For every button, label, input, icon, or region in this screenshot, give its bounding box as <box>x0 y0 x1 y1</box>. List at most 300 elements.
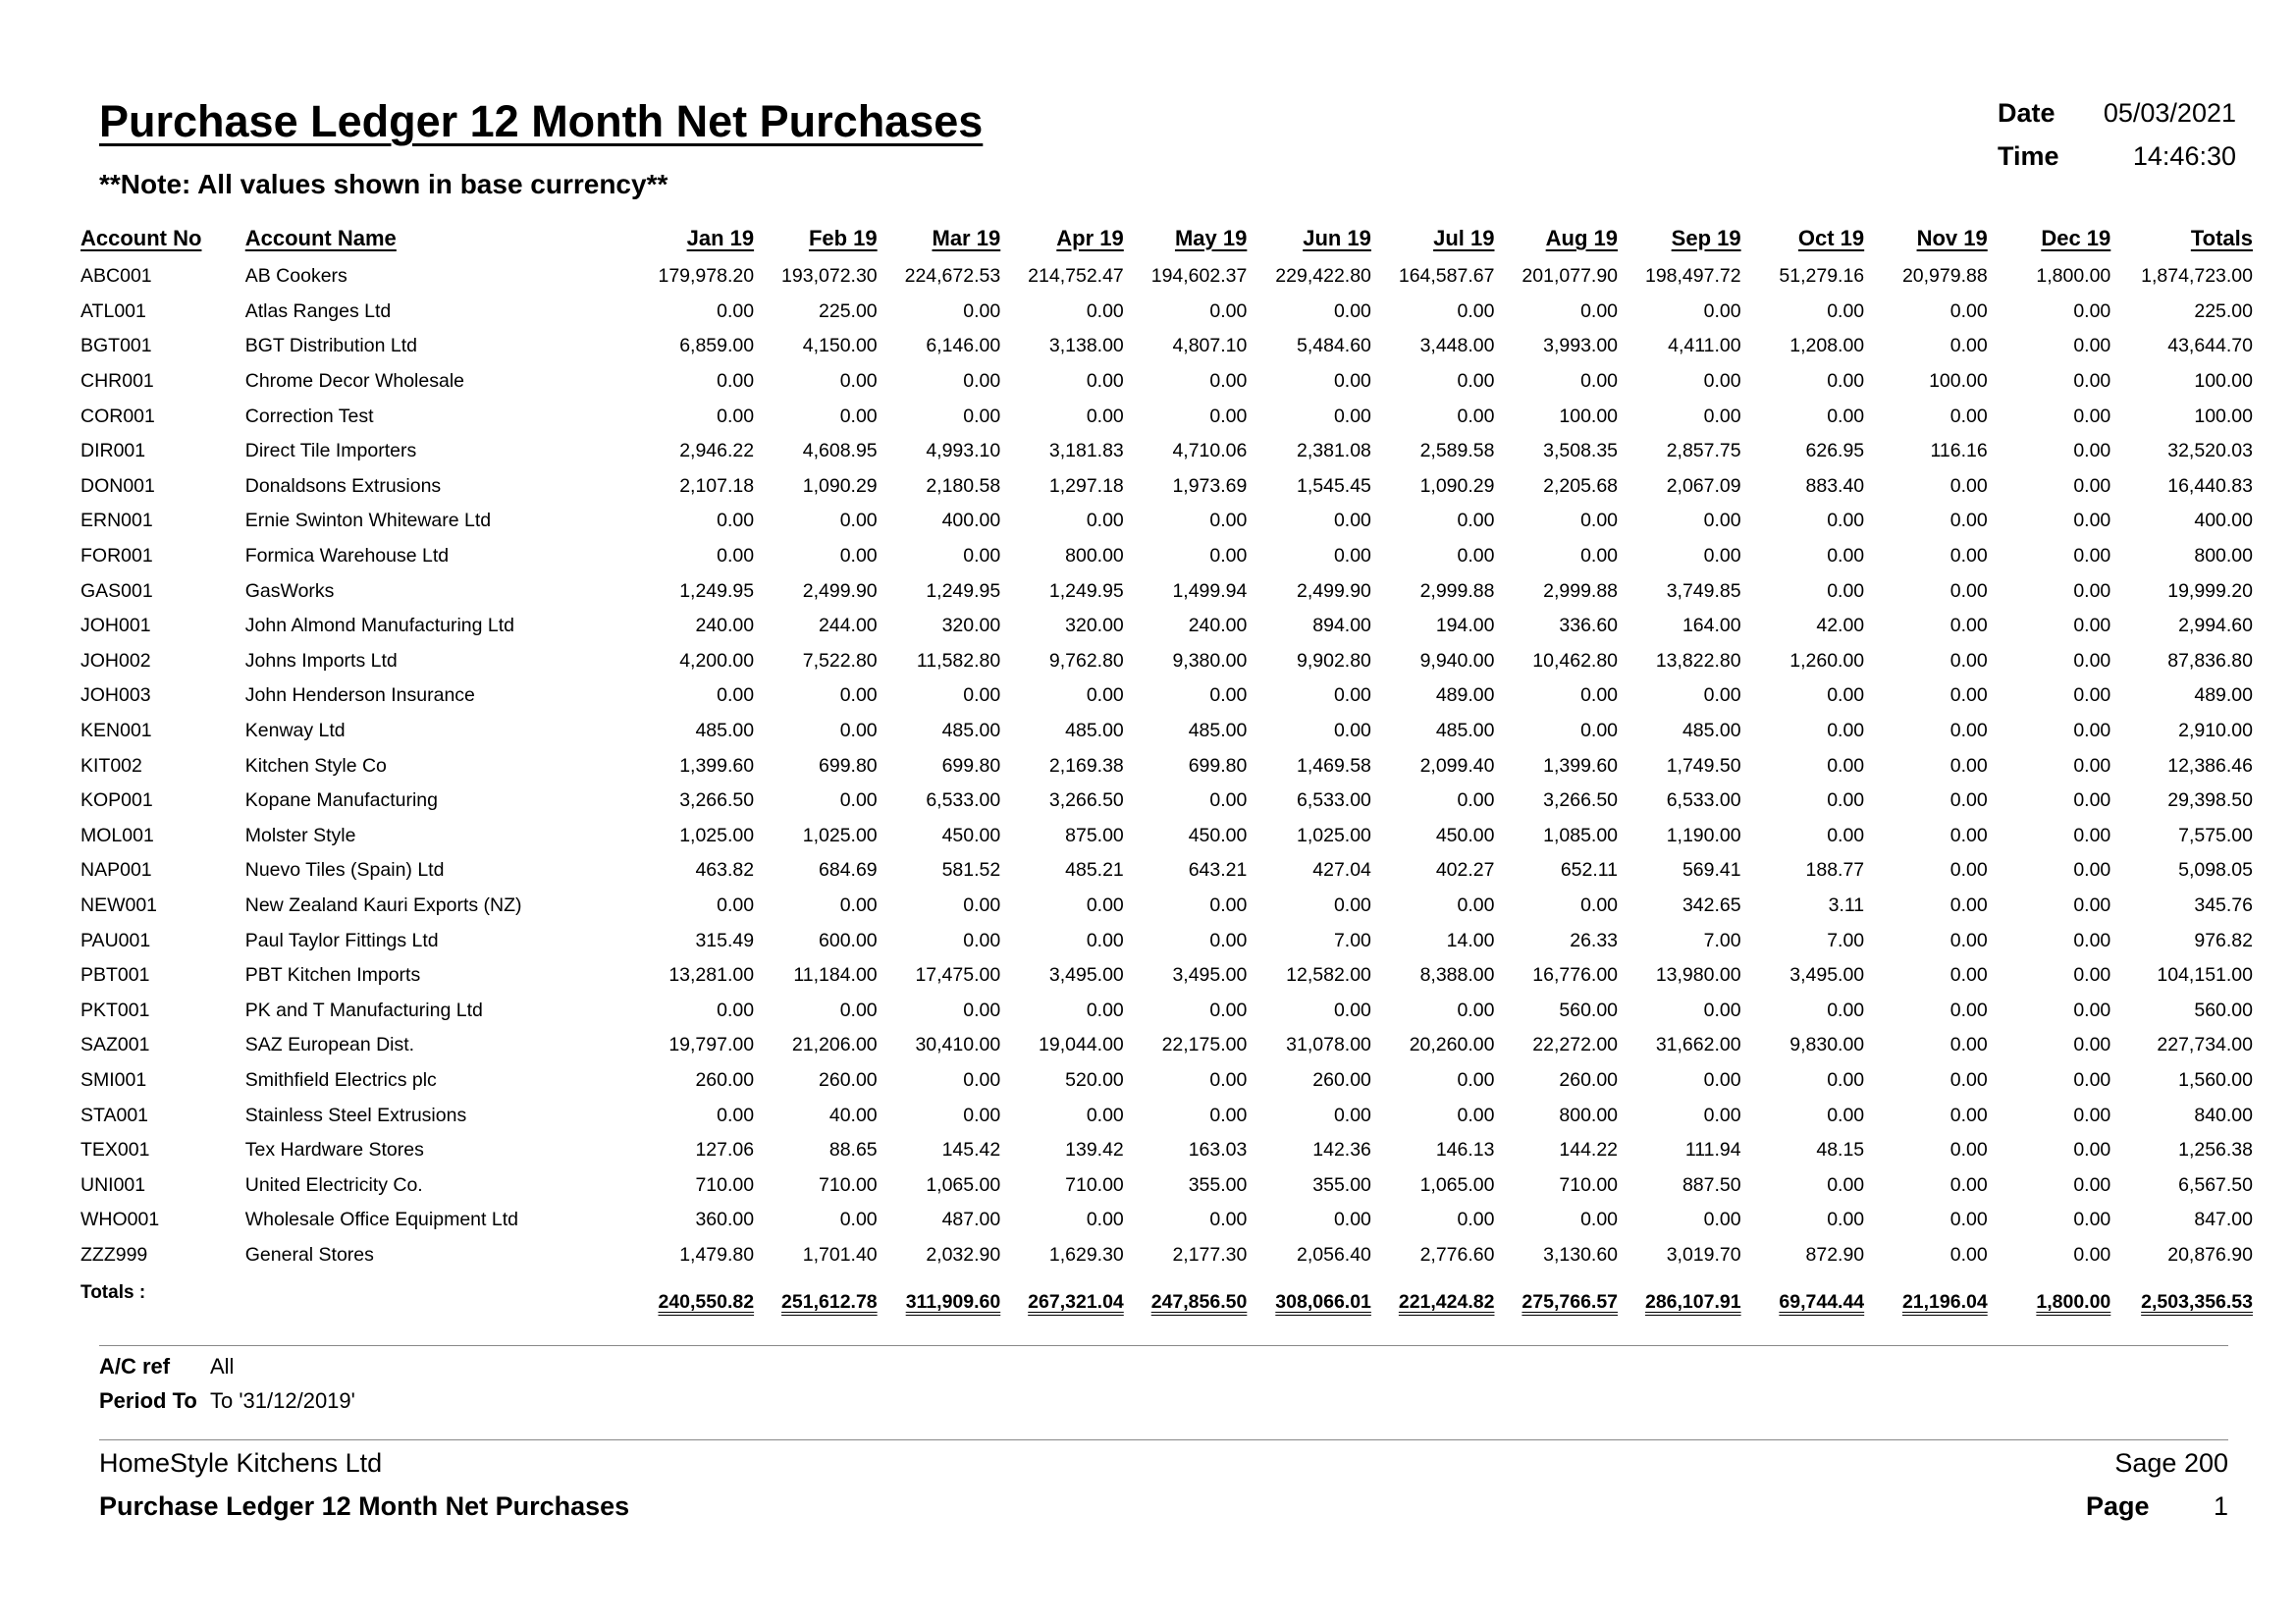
month-value-cell: 0.00 <box>1949 1209 1988 1231</box>
month-value-cell: 0.00 <box>1086 893 1124 916</box>
month-value-cell: 260.00 <box>1312 1068 1371 1091</box>
row-total-cell: 560.00 <box>2194 999 2253 1021</box>
month-value-cell: 355.00 <box>1188 1173 1248 1196</box>
column-total-value: 286,107.91 <box>1644 1290 1741 1313</box>
month-value-cell: 0.00 <box>2073 1104 2111 1126</box>
month-value-cell: 13,822.80 <box>1655 649 1741 672</box>
table-row <box>77 504 2257 539</box>
account-name-cell: Nuevo Tiles (Spain) Ltd <box>244 859 445 882</box>
month-value-cell: 710.00 <box>1065 1173 1124 1196</box>
month-value-cell: 0.00 <box>2073 929 2111 951</box>
month-value-cell: 12,582.00 <box>1286 964 1371 987</box>
month-value-cell: 1,629.30 <box>1048 1243 1124 1266</box>
month-value-cell: 3.11 <box>1828 893 1865 916</box>
month-value-cell: 2,032.90 <box>926 1243 1001 1266</box>
month-value-cell: 0.00 <box>2073 440 2111 462</box>
month-value-cell: 2,107.18 <box>679 474 755 497</box>
month-value-cell: 0.00 <box>839 1209 878 1231</box>
month-value-cell: 0.00 <box>1827 720 1865 742</box>
month-value-cell: 0.00 <box>1209 299 1248 322</box>
row-total-cell: 32,520.03 <box>2167 440 2253 462</box>
ac-ref-label: A/C ref <box>99 1354 171 1379</box>
month-value-cell: 6,533.00 <box>926 789 1001 812</box>
month-value-cell: 0.00 <box>1333 684 1371 707</box>
account-no-cell: DON001 <box>80 474 155 497</box>
month-value-cell: 0.00 <box>1949 684 1988 707</box>
month-value-cell: 0.00 <box>1209 1209 1248 1231</box>
month-value-cell: 0.00 <box>1827 545 1865 568</box>
month-value-cell: 0.00 <box>717 545 755 568</box>
row-total-cell: 345.76 <box>2194 893 2253 916</box>
month-value-cell: 7.00 <box>1827 929 1865 951</box>
month-value-cell: 1,249.95 <box>926 579 1001 602</box>
month-value-cell: 2,099.40 <box>1419 754 1495 777</box>
month-value-cell: 0.00 <box>1949 1139 1988 1162</box>
account-no-cell: ERN001 <box>80 510 153 532</box>
month-value-cell: 0.00 <box>1949 929 1988 951</box>
month-value-cell: 0.00 <box>1949 824 1988 846</box>
month-value-cell: 194.00 <box>1435 615 1495 637</box>
month-value-cell: 3,993.00 <box>1543 335 1619 357</box>
month-value-cell: 0.00 <box>1086 1104 1124 1126</box>
month-value-cell: 485.00 <box>695 720 755 742</box>
month-value-cell: 7.00 <box>1333 929 1371 951</box>
month-value-cell: 0.00 <box>963 370 1001 393</box>
month-value-cell: 10,462.80 <box>1532 649 1619 672</box>
month-value-cell: 0.00 <box>1703 299 1741 322</box>
column-header: Account Name <box>244 226 397 250</box>
month-value-cell: 4,710.06 <box>1172 440 1248 462</box>
column-total-cell <box>1498 1272 1622 1331</box>
month-value-cell: 0.00 <box>1827 1104 1865 1126</box>
month-value-cell: 142.36 <box>1312 1139 1371 1162</box>
month-value-cell: 0.00 <box>839 370 878 393</box>
month-value-cell: 0.00 <box>2073 859 2111 882</box>
month-value-cell: 0.00 <box>963 684 1001 707</box>
column-total-value: 2,503,356.53 <box>2141 1290 2253 1313</box>
account-no-cell: SAZ001 <box>80 1034 150 1056</box>
month-value-cell: 179,978.20 <box>658 265 755 288</box>
month-value-cell: 0.00 <box>2073 1068 2111 1091</box>
account-no-cell: ATL001 <box>80 299 146 322</box>
table-row <box>77 539 2257 574</box>
account-name-cell: John Henderson Insurance <box>244 684 475 707</box>
row-total-cell: 16,440.83 <box>2167 474 2253 497</box>
divider-top <box>99 1345 2228 1346</box>
month-value-cell: 0.00 <box>717 370 755 393</box>
month-value-cell: 0.00 <box>1457 299 1495 322</box>
month-value-cell: 450.00 <box>941 824 1001 846</box>
time-value: 14:46:30 <box>2132 141 2236 171</box>
month-value-cell: 1,749.50 <box>1666 754 1741 777</box>
column-total-cell <box>1375 1272 1499 1331</box>
month-value-cell: 3,138.00 <box>1048 335 1124 357</box>
month-value-cell: 0.00 <box>1949 510 1988 532</box>
account-no-cell: NEW001 <box>80 893 158 916</box>
totals-spacer <box>241 1272 636 1331</box>
month-value-cell: 1,545.45 <box>1297 474 1371 497</box>
month-value-cell: 0.00 <box>839 720 878 742</box>
month-value-cell: 0.00 <box>1949 615 1988 637</box>
month-value-cell: 100.00 <box>1929 370 1988 393</box>
column-total-cell <box>1622 1272 1745 1331</box>
month-value-cell: 427.04 <box>1312 859 1371 882</box>
month-value-cell: 0.00 <box>717 510 755 532</box>
month-value-cell: 1,399.60 <box>1543 754 1619 777</box>
month-value-cell: 4,608.95 <box>802 440 878 462</box>
month-value-cell: 0.00 <box>1949 579 1988 602</box>
month-value-cell: 487.00 <box>941 1209 1001 1231</box>
date-value: 05/03/2021 <box>2103 98 2236 128</box>
account-name-cell: AB Cookers <box>244 265 347 288</box>
month-value-cell: 3,266.50 <box>1543 789 1619 812</box>
column-header: Feb 19 <box>808 226 878 250</box>
month-value-cell: 0.00 <box>717 999 755 1021</box>
month-value-cell: 402.27 <box>1435 859 1495 882</box>
table-row <box>77 434 2257 469</box>
month-value-cell: 0.00 <box>963 1104 1001 1126</box>
column-total-value: 267,321.04 <box>1028 1290 1124 1313</box>
month-value-cell: 0.00 <box>1209 510 1248 532</box>
month-value-cell: 3,508.35 <box>1543 440 1619 462</box>
table-row <box>77 889 2257 924</box>
month-value-cell: 0.00 <box>1457 999 1495 1021</box>
month-value-cell: 3,019.70 <box>1666 1243 1741 1266</box>
month-value-cell: 0.00 <box>1580 684 1619 707</box>
month-value-cell: 0.00 <box>1457 370 1495 393</box>
month-value-cell: 0.00 <box>2073 1243 2111 1266</box>
table-row <box>77 1028 2257 1063</box>
month-value-cell: 2,776.60 <box>1419 1243 1495 1266</box>
month-value-cell: 2,056.40 <box>1297 1243 1371 1266</box>
month-value-cell: 16,776.00 <box>1532 964 1619 987</box>
month-value-cell: 224,672.53 <box>904 265 1001 288</box>
month-value-cell: 0.00 <box>2073 964 2111 987</box>
month-value-cell: 0.00 <box>1086 684 1124 707</box>
account-name-cell: Tex Hardware Stores <box>244 1139 424 1162</box>
month-value-cell: 0.00 <box>2073 510 2111 532</box>
month-value-cell: 214,752.47 <box>1028 265 1124 288</box>
month-value-cell: 0.00 <box>2073 1139 2111 1162</box>
month-value-cell: 0.00 <box>1580 299 1619 322</box>
account-name-cell: PK and T Manufacturing Ltd <box>244 999 483 1021</box>
month-value-cell: 6,533.00 <box>1666 789 1741 812</box>
month-value-cell: 9,902.80 <box>1297 649 1371 672</box>
row-total-cell: 100.00 <box>2194 405 2253 427</box>
table-row <box>77 399 2257 434</box>
account-no-cell: KOP001 <box>80 789 153 812</box>
account-no-cell: TEX001 <box>80 1139 150 1162</box>
month-value-cell: 0.00 <box>2073 1034 2111 1056</box>
month-value-cell: 21,206.00 <box>791 1034 878 1056</box>
month-value-cell: 3,495.00 <box>1789 964 1865 987</box>
month-value-cell: 2,589.58 <box>1419 440 1495 462</box>
month-value-cell: 6,859.00 <box>679 335 755 357</box>
month-value-cell: 0.00 <box>1457 510 1495 532</box>
month-value-cell: 883.40 <box>1805 474 1865 497</box>
month-value-cell: 1,190.00 <box>1666 824 1741 846</box>
month-value-cell: 244.00 <box>819 615 878 637</box>
month-value-cell: 1,260.00 <box>1789 649 1865 672</box>
month-value-cell: 0.00 <box>1703 370 1741 393</box>
month-value-cell: 0.00 <box>1580 370 1619 393</box>
month-value-cell: 1,800.00 <box>2036 265 2111 288</box>
month-value-cell: 0.00 <box>2073 615 2111 637</box>
month-value-cell: 0.00 <box>963 299 1001 322</box>
month-value-cell: 7,522.80 <box>802 649 878 672</box>
month-value-cell: 40.00 <box>828 1104 878 1126</box>
month-value-cell: 699.80 <box>819 754 878 777</box>
month-value-cell: 3,130.60 <box>1543 1243 1619 1266</box>
account-no-cell: PAU001 <box>80 929 151 951</box>
column-total-value: 69,744.44 <box>1779 1290 1865 1313</box>
month-value-cell: 0.00 <box>1209 929 1248 951</box>
month-value-cell: 2,946.22 <box>679 440 755 462</box>
month-value-cell: 4,200.00 <box>679 649 755 672</box>
month-value-cell: 626.95 <box>1805 440 1865 462</box>
month-value-cell: 127.06 <box>695 1139 755 1162</box>
month-value-cell: 0.00 <box>2073 720 2111 742</box>
month-value-cell: 0.00 <box>1333 720 1371 742</box>
month-value-cell: 240.00 <box>1188 615 1248 637</box>
account-name-cell: Chrome Decor Wholesale <box>244 370 465 393</box>
month-value-cell: 0.00 <box>2073 789 2111 812</box>
account-name-cell: Atlas Ranges Ltd <box>244 299 392 322</box>
row-total-cell: 1,874,723.00 <box>2141 265 2253 288</box>
month-value-cell: 0.00 <box>1333 510 1371 532</box>
account-name-cell: Johns Imports Ltd <box>244 649 398 672</box>
table-row <box>77 573 2257 609</box>
month-value-cell: 17,475.00 <box>915 964 1001 987</box>
month-value-cell: 643.21 <box>1188 859 1248 882</box>
month-value-cell: 0.00 <box>1827 684 1865 707</box>
month-value-cell: 0.00 <box>1580 893 1619 916</box>
month-value-cell: 800.00 <box>1065 545 1124 568</box>
month-value-cell: 0.00 <box>1949 405 1988 427</box>
month-value-cell: 0.00 <box>1580 720 1619 742</box>
month-value-cell: 0.00 <box>2073 824 2111 846</box>
column-total-cell <box>636 1272 759 1331</box>
month-value-cell: 0.00 <box>963 545 1001 568</box>
table-row <box>77 609 2257 644</box>
month-value-cell: 4,411.00 <box>1668 335 1741 357</box>
month-value-cell: 229,422.80 <box>1275 265 1371 288</box>
month-value-cell: 560.00 <box>1559 999 1619 1021</box>
month-value-cell: 260.00 <box>1559 1068 1619 1091</box>
page-number: 1 <box>2213 1491 2228 1521</box>
month-value-cell: 0.00 <box>1949 474 1988 497</box>
month-value-cell: 0.00 <box>2073 754 2111 777</box>
account-name-cell: Donaldsons Extrusions <box>244 474 442 497</box>
month-value-cell: 0.00 <box>1949 893 1988 916</box>
month-value-cell: 0.00 <box>1086 1209 1124 1231</box>
account-no-cell: KIT002 <box>80 754 142 777</box>
month-value-cell: 1,297.18 <box>1048 474 1124 497</box>
month-value-cell: 0.00 <box>1457 1104 1495 1126</box>
month-value-cell: 1,479.80 <box>679 1243 755 1266</box>
account-name-cell: Formica Warehouse Ltd <box>244 545 450 568</box>
month-value-cell: 0.00 <box>1457 1068 1495 1091</box>
divider-bottom <box>99 1439 2228 1440</box>
month-value-cell: 0.00 <box>839 405 878 427</box>
month-value-cell: 0.00 <box>963 1068 1001 1091</box>
row-total-cell: 1,560.00 <box>2178 1068 2253 1091</box>
month-value-cell: 4,807.10 <box>1172 335 1248 357</box>
column-total-cell <box>1251 1272 1375 1331</box>
account-no-cell: ABC001 <box>80 265 152 288</box>
row-total-cell: 2,994.60 <box>2178 615 2253 637</box>
month-value-cell: 894.00 <box>1312 615 1371 637</box>
month-value-cell: 872.90 <box>1805 1243 1865 1266</box>
account-name-cell: Paul Taylor Fittings Ltd <box>244 929 439 951</box>
month-value-cell: 489.00 <box>1435 684 1495 707</box>
totals-row <box>77 1272 2257 1331</box>
month-value-cell: 0.00 <box>1333 1104 1371 1126</box>
month-value-cell: 360.00 <box>695 1209 755 1231</box>
month-value-cell: 0.00 <box>2073 1173 2111 1196</box>
month-value-cell: 2,205.68 <box>1543 474 1619 497</box>
month-value-cell: 0.00 <box>1333 299 1371 322</box>
month-value-cell: 0.00 <box>1949 335 1988 357</box>
column-header: Apr 19 <box>1056 226 1124 250</box>
month-value-cell: 0.00 <box>1580 1209 1619 1231</box>
month-value-cell: 9,940.00 <box>1419 649 1495 672</box>
month-value-cell: 320.00 <box>941 615 1001 637</box>
month-value-cell: 0.00 <box>2073 545 2111 568</box>
month-value-cell: 0.00 <box>1949 999 1988 1021</box>
column-total-cell <box>881 1272 1005 1331</box>
column-total-cell <box>1004 1272 1128 1331</box>
row-total-cell: 800.00 <box>2194 545 2253 568</box>
row-total-cell: 400.00 <box>2194 510 2253 532</box>
month-value-cell: 320.00 <box>1065 615 1124 637</box>
month-value-cell: 0.00 <box>2073 474 2111 497</box>
month-value-cell: 336.60 <box>1559 615 1619 637</box>
month-value-cell: 0.00 <box>1209 370 1248 393</box>
month-value-cell: 2,169.38 <box>1048 754 1124 777</box>
month-value-cell: 7.00 <box>1703 929 1741 951</box>
row-total-cell: 104,151.00 <box>2157 964 2253 987</box>
month-value-cell: 710.00 <box>695 1173 755 1196</box>
account-name-cell: Molster Style <box>244 824 356 846</box>
row-total-cell: 840.00 <box>2194 1104 2253 1126</box>
month-value-cell: 6,533.00 <box>1297 789 1371 812</box>
month-value-cell: 569.41 <box>1682 859 1741 882</box>
month-value-cell: 0.00 <box>1949 1104 1988 1126</box>
column-total-cell <box>1868 1272 1992 1331</box>
month-value-cell: 1,090.29 <box>802 474 878 497</box>
date-label: Date <box>1998 98 2056 128</box>
month-value-cell: 0.00 <box>1580 545 1619 568</box>
month-value-cell: 0.00 <box>1580 510 1619 532</box>
row-total-cell: 7,575.00 <box>2178 824 2253 846</box>
month-value-cell: 1,399.60 <box>679 754 755 777</box>
month-value-cell: 0.00 <box>1703 1104 1741 1126</box>
column-total-cell <box>758 1272 881 1331</box>
table-row <box>77 1063 2257 1099</box>
table-row <box>77 819 2257 854</box>
table-row <box>77 853 2257 889</box>
column-total-value: 308,066.01 <box>1275 1290 1371 1313</box>
month-value-cell: 3,266.50 <box>679 789 755 812</box>
month-value-cell: 887.50 <box>1682 1173 1741 1196</box>
month-value-cell: 188.77 <box>1805 859 1865 882</box>
month-value-cell: 0.00 <box>717 684 755 707</box>
month-value-cell: 4,993.10 <box>926 440 1001 462</box>
report-title: Purchase Ledger 12 Month Net Purchases <box>99 96 984 146</box>
account-name-cell: PBT Kitchen Imports <box>244 964 421 987</box>
month-value-cell: 0.00 <box>1949 1068 1988 1091</box>
table-row <box>77 784 2257 819</box>
month-value-cell: 450.00 <box>1435 824 1495 846</box>
month-value-cell: 2,999.88 <box>1419 579 1495 602</box>
month-value-cell: 164.00 <box>1682 615 1741 637</box>
table-row <box>77 364 2257 400</box>
month-value-cell: 26.33 <box>1570 929 1619 951</box>
month-value-cell: 0.00 <box>839 999 878 1021</box>
month-value-cell: 0.00 <box>1086 510 1124 532</box>
month-value-cell: 0.00 <box>839 789 878 812</box>
column-total-value: 311,909.60 <box>905 1290 1001 1313</box>
account-name-cell: New Zealand Kauri Exports (NZ) <box>244 893 522 916</box>
month-value-cell: 1,025.00 <box>1297 824 1371 846</box>
month-value-cell: 0.00 <box>1333 1209 1371 1231</box>
month-value-cell: 0.00 <box>1209 1068 1248 1091</box>
month-value-cell: 19,797.00 <box>668 1034 755 1056</box>
month-value-cell: 0.00 <box>839 545 878 568</box>
month-value-cell: 0.00 <box>1457 1209 1495 1231</box>
month-value-cell: 88.65 <box>828 1139 878 1162</box>
month-value-cell: 0.00 <box>1333 893 1371 916</box>
column-header: Dec 19 <box>2041 226 2111 250</box>
row-total-cell: 19,999.20 <box>2167 579 2253 602</box>
row-total-cell: 5,098.05 <box>2178 859 2253 882</box>
month-value-cell: 9,762.80 <box>1048 649 1124 672</box>
month-value-cell: 0.00 <box>1949 1173 1988 1196</box>
month-value-cell: 0.00 <box>1949 859 1988 882</box>
month-value-cell: 875.00 <box>1065 824 1124 846</box>
month-value-cell: 0.00 <box>1209 789 1248 812</box>
month-value-cell: 1,085.00 <box>1543 824 1619 846</box>
month-value-cell: 0.00 <box>1457 405 1495 427</box>
column-header: Sep 19 <box>1671 226 1741 250</box>
row-total-cell: 6,567.50 <box>2178 1173 2253 1196</box>
month-value-cell: 260.00 <box>819 1068 878 1091</box>
month-value-cell: 2,499.90 <box>802 579 878 602</box>
column-total-value: 221,424.82 <box>1398 1290 1495 1313</box>
month-value-cell: 48.15 <box>1816 1139 1865 1162</box>
month-value-cell: 20,260.00 <box>1409 1034 1495 1056</box>
month-value-cell: 0.00 <box>1086 405 1124 427</box>
table-row <box>77 678 2257 714</box>
table-row <box>77 748 2257 784</box>
month-value-cell: 0.00 <box>1333 405 1371 427</box>
ac-ref-value: All <box>210 1354 235 1379</box>
table-row <box>77 644 2257 679</box>
row-total-cell: 20,876.90 <box>2167 1243 2253 1266</box>
month-value-cell: 0.00 <box>1827 754 1865 777</box>
month-value-cell: 3,448.00 <box>1419 335 1495 357</box>
column-total-cell <box>1128 1272 1252 1331</box>
account-no-cell: ZZZ999 <box>80 1243 148 1266</box>
totals-label: Totals : <box>80 1282 146 1304</box>
account-no-cell: PKT001 <box>80 999 150 1021</box>
table-row <box>77 1133 2257 1168</box>
month-value-cell: 3,495.00 <box>1172 964 1248 987</box>
column-header: Totals <box>2190 226 2253 250</box>
table-row <box>77 329 2257 364</box>
month-value-cell: 3,749.85 <box>1666 579 1741 602</box>
